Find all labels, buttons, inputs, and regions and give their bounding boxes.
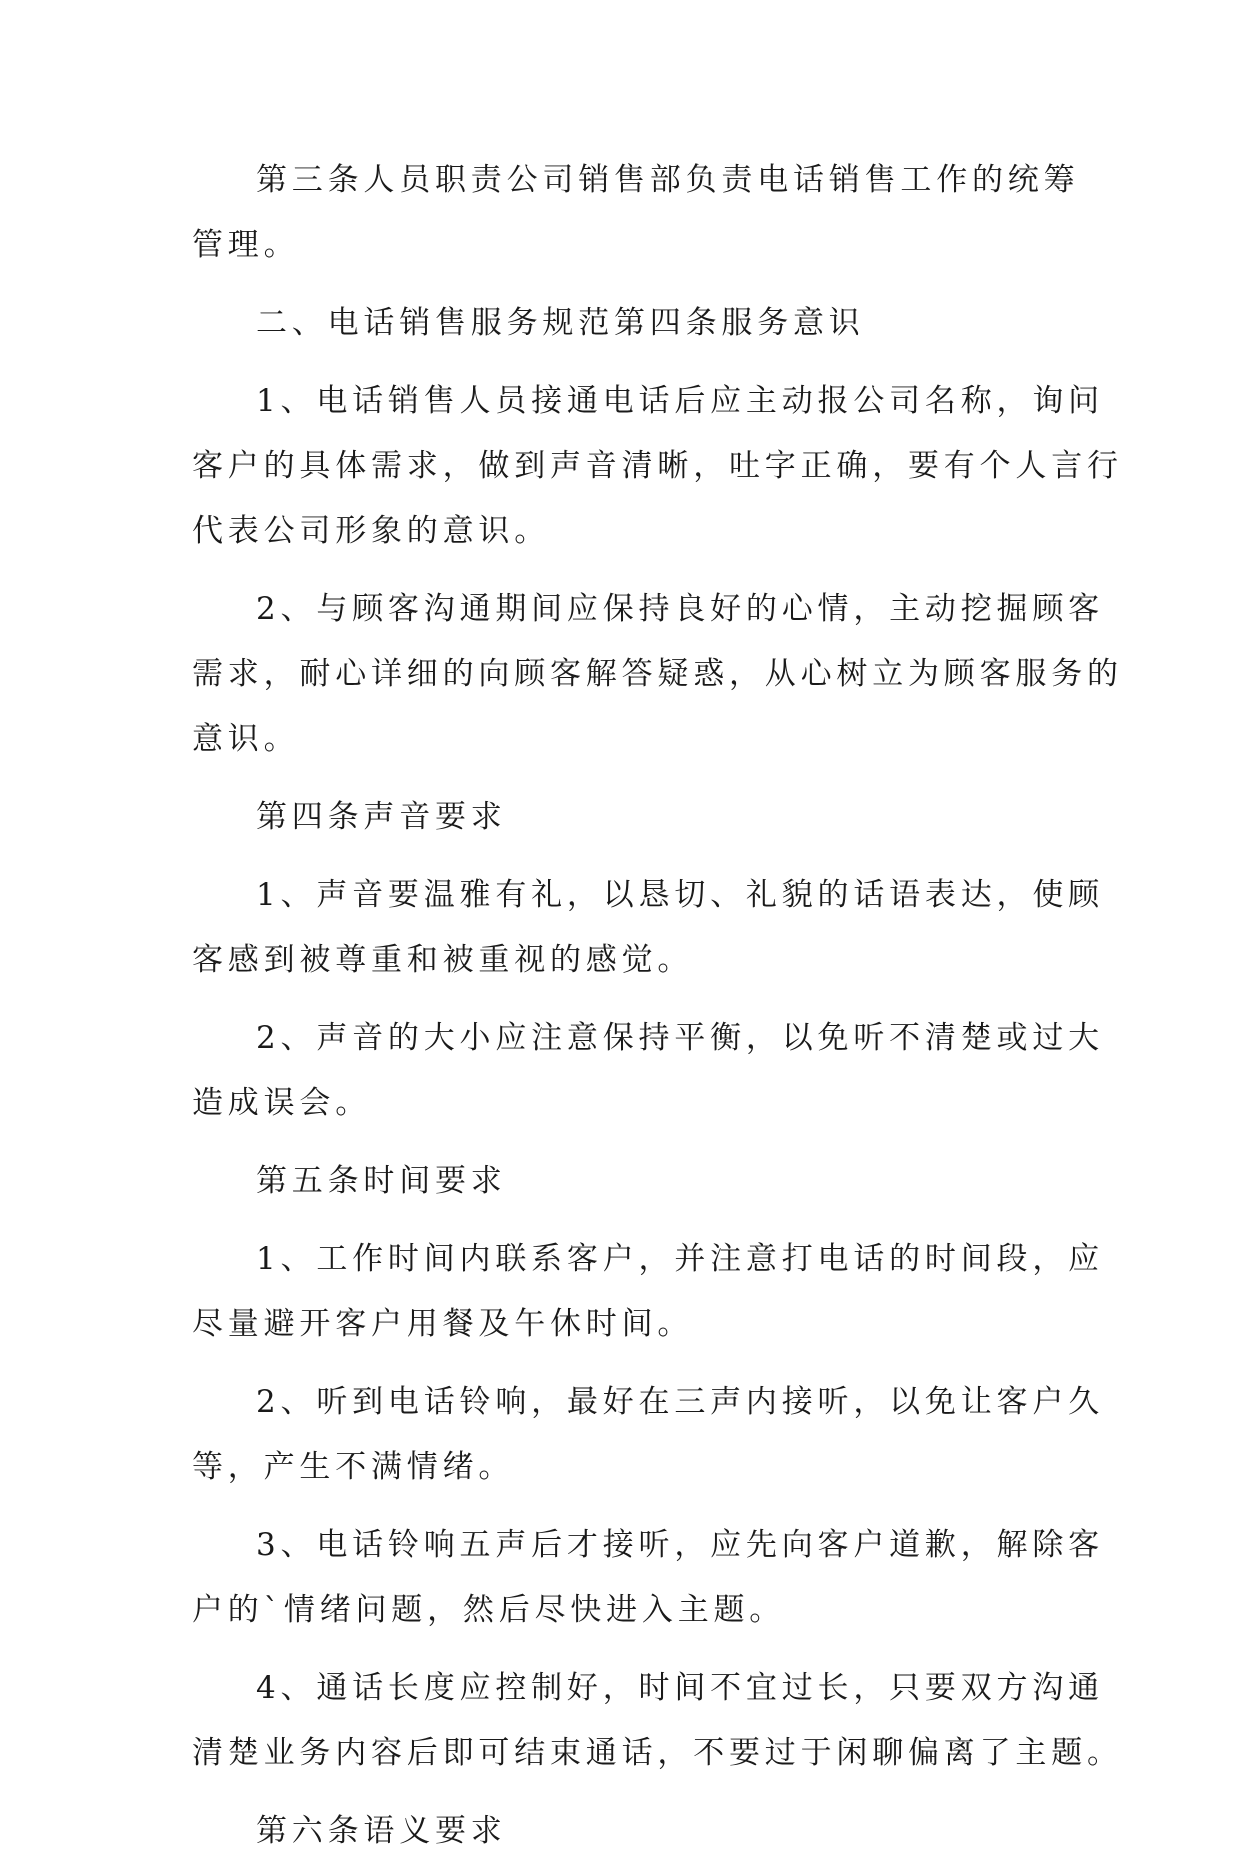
text-line: 客户的具体需求，做到声音清晰，吐字正确，要有个人言行	[192, 448, 1123, 484]
paragraph-spacing	[192, 993, 1062, 1006]
paragraph-spacing	[192, 564, 1062, 577]
text-line: 1、工作时间内联系客户，并注意打电话的时间段，应	[256, 1241, 1104, 1277]
paragraph-spacing	[192, 1357, 1062, 1370]
paragraph-spacing	[192, 356, 1062, 369]
text-line: 意识。	[192, 721, 300, 757]
paragraph-spacing	[192, 1786, 1062, 1799]
paragraph-spacing	[192, 772, 1062, 785]
text-line: 2、与顾客沟通期间应保持良好的心情，主动挖掘顾客	[256, 591, 1104, 627]
text-line: 代表公司形象的意识。	[192, 513, 550, 549]
paragraph-spacing	[192, 850, 1062, 863]
text-line: 造成误会。	[192, 1085, 371, 1121]
document-body	[192, 148, 1123, 1864]
text-line: 1、电话销售人员接通电话后应主动报公司名称，询问	[256, 383, 1104, 419]
text-line: 2、声音的大小应注意保持平衡，以免听不清楚或过大	[256, 1020, 1104, 1056]
text-line: 等，产生不满情绪。	[192, 1449, 515, 1485]
text-line: 4、通话长度应控制好，时间不宜过长，只要双方沟通	[256, 1670, 1104, 1706]
text-line: 清楚业务内容后即可结束通话，不要过于闲聊偏离了主题。	[192, 1735, 1123, 1771]
paragraph-spacing	[192, 278, 1062, 291]
text-line: 客感到被尊重和被重视的感觉。	[192, 942, 694, 978]
text-line: 户的`情绪问题，然后尽快进入主题。	[192, 1592, 786, 1628]
text-line: 3、电话铃响五声后才接听，应先向客户道歉，解除客	[256, 1527, 1104, 1563]
text-line: 第五条时间要求	[256, 1163, 507, 1199]
text-line: 尽量避开客户用餐及午休时间。	[192, 1306, 694, 1342]
text-line: 第三条人员职责公司销售部负责电话销售工作的统筹	[256, 162, 1080, 198]
text-line: 管理。	[192, 227, 300, 263]
text-line: 第六条语义要求	[256, 1813, 507, 1849]
paragraph-spacing	[192, 1214, 1062, 1227]
paragraph-spacing	[192, 1136, 1062, 1149]
paragraph-spacing	[192, 1643, 1062, 1656]
text-line: 2、听到电话铃响，最好在三声内接听，以免让客户久	[256, 1384, 1104, 1420]
text-line: 需求，耐心详细的向顾客解答疑惑，从心树立为顾客服务的	[192, 656, 1123, 692]
paragraph-spacing	[192, 1500, 1062, 1513]
text-line: 二、电话销售服务规范第四条服务意识	[256, 305, 865, 341]
text-line: 第四条声音要求	[256, 799, 507, 835]
text-line: 1、声音要温雅有礼，以恳切、礼貌的话语表达，使顾	[256, 877, 1104, 913]
